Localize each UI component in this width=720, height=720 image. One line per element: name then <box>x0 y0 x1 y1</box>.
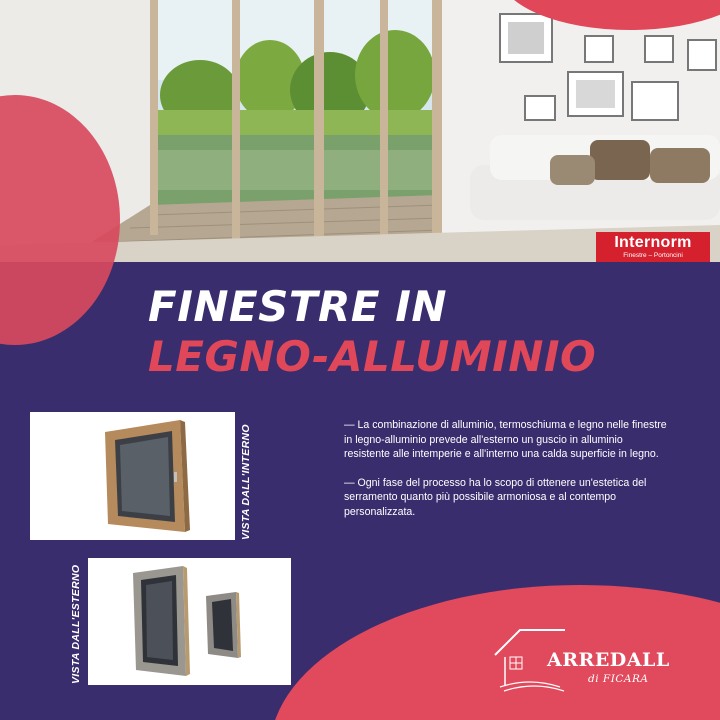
window-inside-image <box>30 412 235 540</box>
headline-line-2: LEGNO-ALLUMINIO <box>148 332 597 381</box>
description-paragraph-1: — La combinazione di alluminio, termoschiuma e legno nelle finestre in legno-alluminio prevede all'esterno un guscio in alluminio resistente alle intemperie e all'interno una calda superficie in legno. <box>344 419 667 460</box>
internorm-brand: Internorm <box>614 234 692 251</box>
headline-line-1: FINESTRE IN <box>148 282 447 331</box>
label-inside-view: VISTA DALL'INTERNO <box>240 424 252 540</box>
internorm-tagline: Finestre – Portoncini <box>623 252 683 259</box>
description-text <box>344 418 669 533</box>
label-outside-view: VISTA DALL'ESTERNO <box>70 564 82 684</box>
internorm-badge <box>596 232 710 262</box>
window-outside-image <box>88 558 291 685</box>
wood-window-illustration <box>30 412 235 540</box>
description-paragraph-2: — Ogni fase del processo ha lo scopo di ottenere un'estetica del serramento quanto più possibile armoniosa e al contempo personalizzata. <box>344 476 647 518</box>
headline <box>148 282 708 382</box>
arredall-logo-name: ARREDALL <box>547 649 670 671</box>
arredall-logo-subtitle: di FICARA <box>588 673 649 685</box>
aluminium-window-illustration <box>88 558 291 685</box>
